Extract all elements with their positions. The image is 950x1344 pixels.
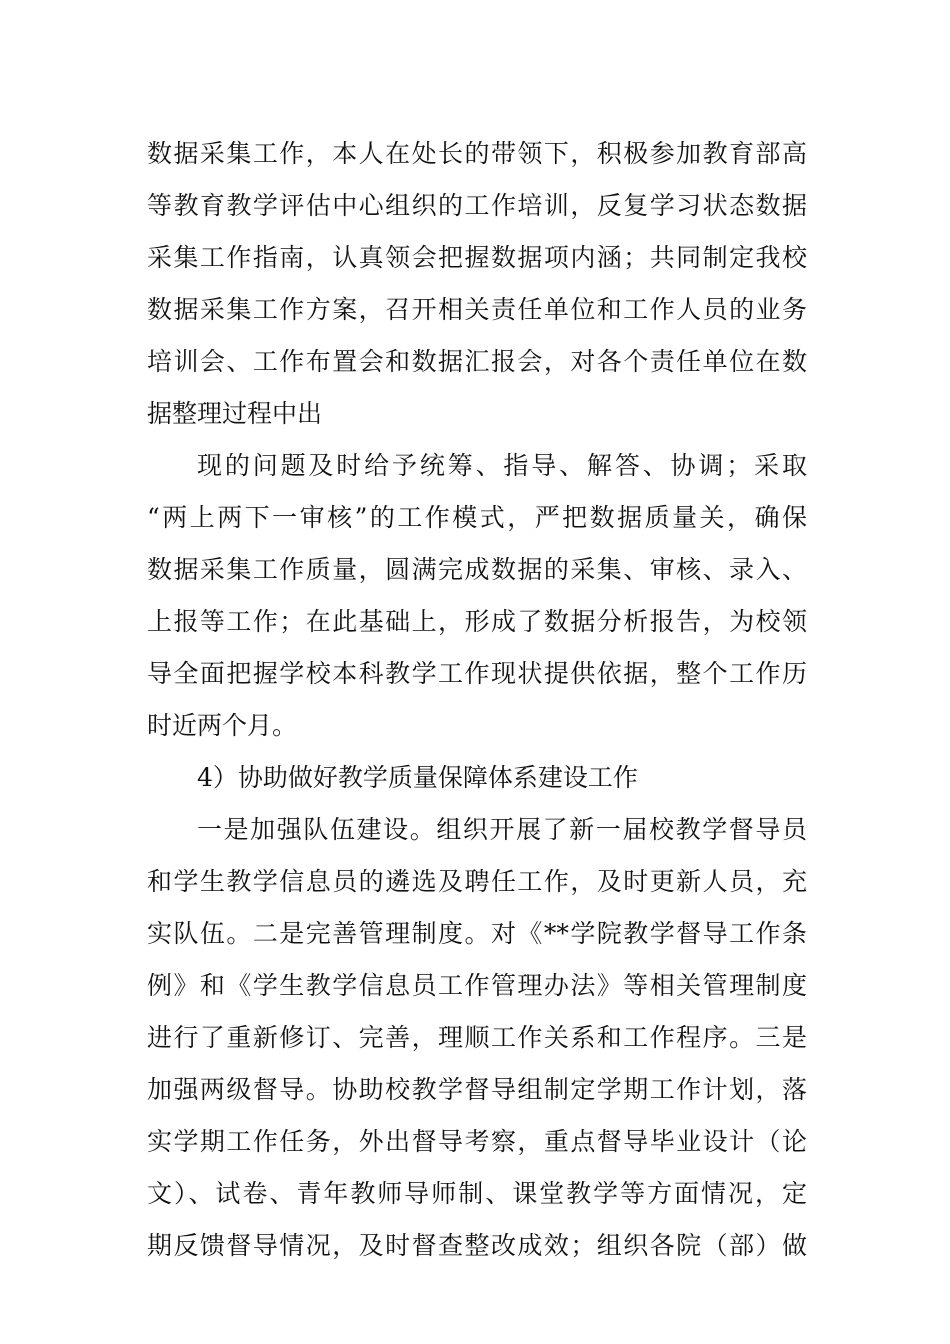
text-line: 培训会、工作布置会和数据汇报会，对各个责任单位在数 bbox=[147, 347, 807, 376]
text-line: 例》和《学生教学信息员工作管理办法》等相关管理制度 bbox=[147, 971, 807, 1000]
section-heading-text: 4）协助做好教学质量保障体系建设工作 bbox=[197, 763, 638, 792]
text-line: 导全面把握学校本科教学工作现状提供依据，整个工作历 bbox=[147, 659, 807, 688]
text-line: 数据采集工作，本人在处长的带领下，积极参加教育部高 bbox=[147, 139, 807, 168]
paragraph bbox=[147, 804, 807, 1272]
text-line: 上报等工作；在此基础上，形成了数据分析报告，为校领 bbox=[147, 607, 807, 636]
text-line: 一是加强队伍建设。组织开展了新一届校教学督导员 bbox=[197, 815, 807, 844]
text-line: 期反馈督导情况，及时督查整改成效；组织各院（部）做 bbox=[147, 1231, 807, 1260]
text-line: 加强两级督导。协助校教学督导组制定学期工作计划，落 bbox=[147, 1075, 807, 1104]
text-line: 进行了重新修订、完善，理顺工作关系和工作程序。三是 bbox=[147, 1023, 807, 1052]
paragraph bbox=[147, 128, 807, 440]
text-line: 采集工作指南，认真领会把握数据项内涵；共同制定我校 bbox=[147, 243, 807, 272]
section-heading bbox=[147, 752, 807, 804]
text-line: 数据采集工作方案，召开相关责任单位和工作人员的业务 bbox=[147, 295, 807, 324]
paragraph bbox=[147, 440, 807, 752]
text-line: 实学期工作任务，外出督导考察，重点督导毕业设计（论 bbox=[147, 1127, 807, 1156]
text-line: 和学生教学信息员的遴选及聘任工作，及时更新人员，充 bbox=[147, 867, 807, 896]
text-line: 文）、试卷、青年教师导师制、课堂教学等方面情况，定 bbox=[147, 1179, 807, 1208]
text-line: 时近两个月。 bbox=[147, 711, 298, 740]
text-line: 据整理过程中出 bbox=[147, 399, 323, 428]
text-line: 等教育教学评估中心组织的工作培训，反复学习状态数据 bbox=[147, 191, 807, 220]
text-line: 实队伍。二是完善管理制度。对《**学院教学督导工作条 bbox=[147, 919, 807, 948]
text-line: 现的问题及时给予统筹、指导、解答、协调；采取 bbox=[197, 451, 807, 480]
text-line: “两上两下一审核”的工作模式，严把数据质量关，确保 bbox=[147, 503, 807, 532]
text-line: 数据采集工作质量，圆满完成数据的采集、审核、录入、 bbox=[147, 555, 807, 584]
document-body bbox=[147, 128, 807, 1272]
